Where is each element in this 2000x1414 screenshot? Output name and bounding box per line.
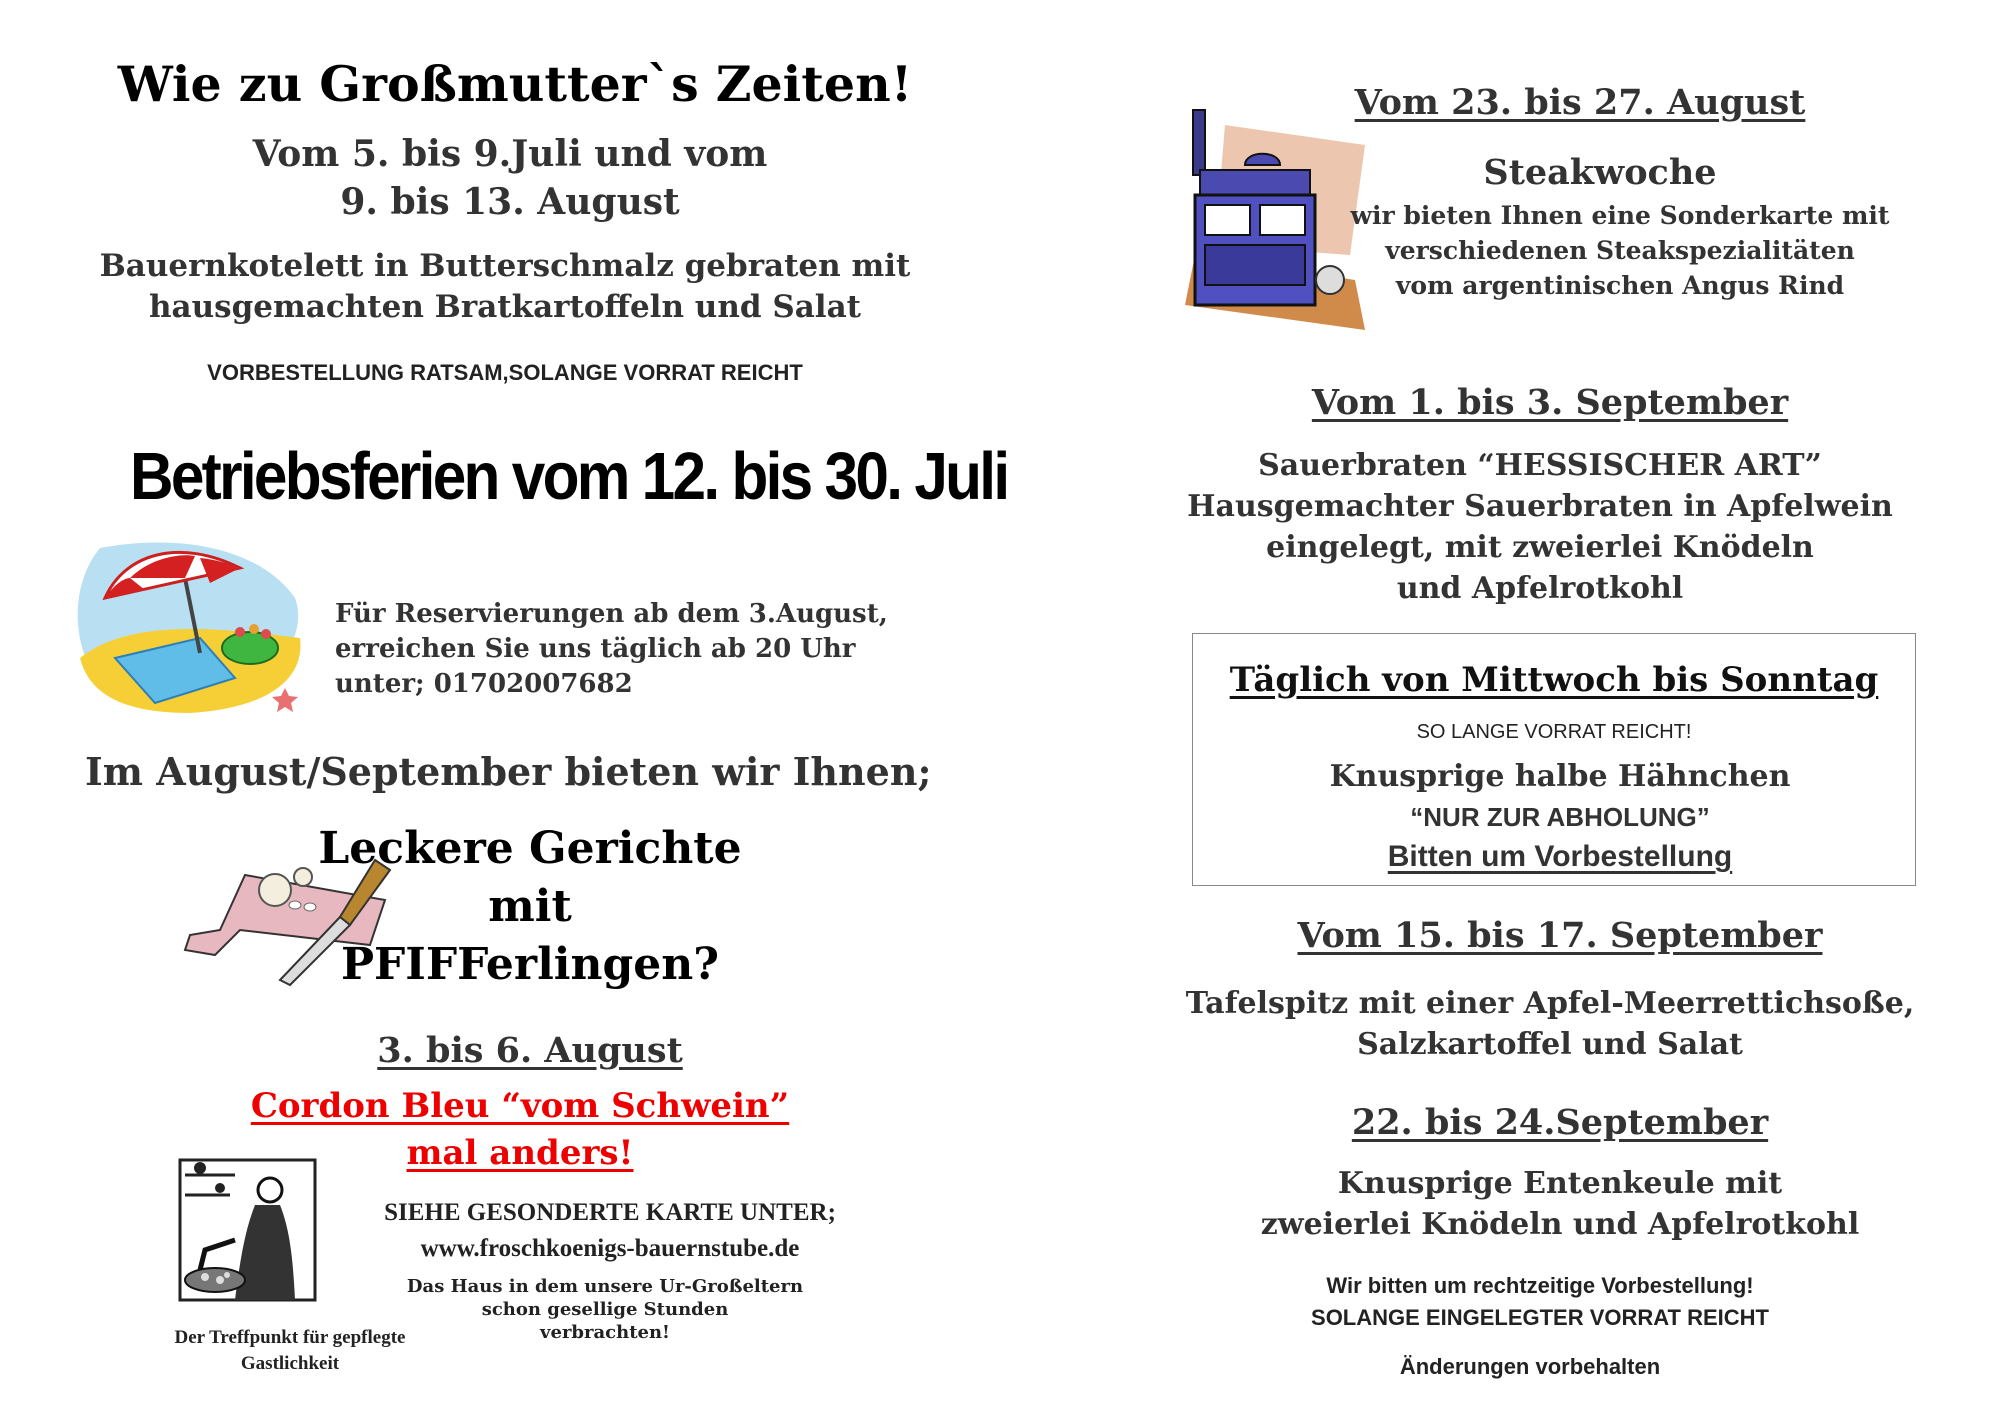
main-title: Wie zu Großmutter`s Zeiten! — [117, 55, 913, 113]
steak-week-dates: Vom 23. bis 27. August — [1354, 82, 1806, 123]
meeting-line-2: Gastlichkeit — [240, 1353, 340, 1374]
house-history — [395, 1275, 815, 1344]
beach-umbrella-icon — [70, 528, 320, 718]
reservation-phone: unter; 01702007682 — [335, 669, 633, 699]
preorder-request: Bitten um Vorbestellung — [1387, 840, 1733, 873]
timely-preorder-note — [1180, 1270, 1900, 1334]
pfifferlinge-heading — [300, 820, 760, 994]
separate-menu-info — [335, 1195, 885, 1267]
entenkeule-dates: 22. bis 24.September — [1351, 1102, 1769, 1143]
sauerbraten-dates: Vom 1. bis 3. September — [1311, 382, 1789, 423]
reservation-info — [335, 597, 935, 702]
dates-line-1: Vom 5. bis 9.Juli und vom — [252, 133, 768, 175]
grandmother-cooking-icon — [175, 1150, 325, 1310]
see-card-line: SIEHE GESONDERTE KARTE UNTER; — [384, 1199, 836, 1226]
tasty-line-1: Leckere Gerichte — [318, 823, 742, 874]
holiday-heading: Betriebsferien vom 12. bis 30. Juli — [130, 439, 1008, 514]
offer-intro: Im August/September bieten wir Ihnen; — [85, 749, 932, 794]
sauerbraten-description — [1150, 445, 1930, 609]
steak-line-3: vom argentinischen Angus Rind — [1395, 271, 1845, 300]
reservation-line-1: Für Reservierungen ab dem 3.August, — [335, 599, 888, 629]
steak-line-2: verschiedenen Steakspezialitäten — [1385, 236, 1855, 265]
house-line-2: schon gesellige Stunden — [481, 1299, 729, 1320]
bauernkotelett-description — [90, 246, 920, 328]
meeting-line-1: Der Treffpunkt für gepflegte — [174, 1327, 406, 1348]
bitten-line-2: SOLANGE EINGELEGTER VORRAT REICHT — [1311, 1305, 1769, 1330]
ente-line-1: Knusprige Entenkeule mit — [1337, 1166, 1783, 1201]
tafel-line-2: Salzkartoffel und Salat — [1357, 1027, 1743, 1062]
tafelspitz-description — [1150, 983, 1950, 1065]
website-link[interactable]: www.froschkoenigs-bauernstube.de — [420, 1235, 800, 1262]
tasty-line-2: mit — [488, 881, 572, 932]
changes-reserved: Änderungen vorbehalten — [1399, 1354, 1661, 1379]
steak-week-description — [1320, 198, 1920, 303]
sauer-line-3: eingelegt, mit zweierlei Knödeln — [1266, 530, 1814, 565]
dish-line-2: hausgemachten Bratkartoffeln und Salat — [148, 289, 861, 325]
dates-line-2: 9. bis 13. August — [340, 181, 680, 223]
chicken-offer — [1260, 757, 1860, 877]
reservation-line-2: erreichen Sie uns täglich ab 20 Uhr — [335, 634, 856, 664]
chicken-line: Knusprige halbe Hähnchen — [1329, 759, 1791, 794]
house-line-1: Das Haus in dem unsere Ur-Großeltern — [406, 1276, 804, 1297]
sauer-line-2: Hausgemachter Sauerbraten in Apfelwein — [1187, 489, 1893, 524]
cordon-line-2: mal anders! — [406, 1133, 634, 1173]
dates-july-august — [150, 130, 870, 226]
ente-line-2: zweierlei Knödeln und Apfelrotkohl — [1260, 1207, 1860, 1242]
cordon-dates: 3. bis 6. August — [377, 1030, 683, 1071]
steak-week-title: Steakwoche — [1483, 152, 1717, 193]
sauer-line-1: Sauerbraten “HESSISCHER ART” — [1258, 448, 1822, 483]
pickup-only: “NUR ZUR ABHOLUNG” — [1410, 802, 1710, 832]
entenkeule-description — [1190, 1163, 1930, 1245]
tafelspitz-dates: Vom 15. bis 17. September — [1297, 915, 1823, 956]
prebook-note: VORBESTELLUNG RATSAM,SOLANGE VORRAT REICHT — [207, 360, 803, 385]
tasty-line-3: PFIFFerlingen? — [340, 939, 720, 990]
sauer-line-4: und Apfelrotkohl — [1396, 571, 1684, 606]
house-line-3: verbrachten! — [540, 1322, 670, 1343]
bitten-line-1: Wir bitten um rechtzeitige Vorbestellung! — [1326, 1273, 1754, 1298]
tafel-line-1: Tafelspitz mit einer Apfel-Meerrettichsoße, — [1185, 986, 1915, 1021]
daily-title: Täglich von Mittwoch bis Sonntag — [1229, 660, 1879, 700]
steak-line-1: wir bieten Ihnen eine Sonderkarte mit — [1350, 201, 1890, 230]
cordon-line-1: Cordon Bleu “vom Schwein” — [250, 1086, 790, 1126]
dish-line-1: Bauernkotelett in Butterschmalz gebraten mit — [99, 248, 911, 284]
meeting-point-tagline — [140, 1325, 440, 1377]
daily-stock-note: SO LANGE VORRAT REICHT! — [1416, 721, 1692, 743]
